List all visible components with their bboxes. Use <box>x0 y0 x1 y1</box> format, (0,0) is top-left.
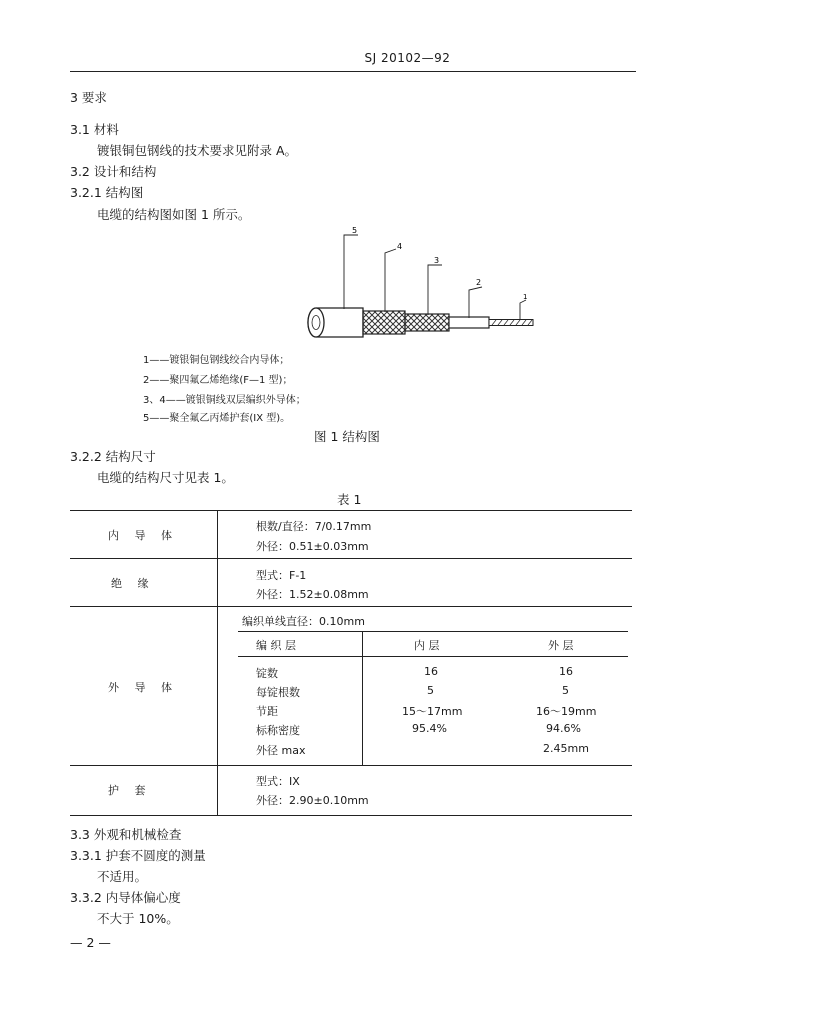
table-rule <box>238 631 628 632</box>
section-3-2-1-text: 电缆的结构图如图 1 所示。 <box>97 207 251 222</box>
section-3-3-2-title: 3.3.2 内导体偏心度 <box>70 890 181 905</box>
section-3-3-1-text: 不适用。 <box>97 869 148 884</box>
braid-inner-value: 16 <box>424 665 438 678</box>
inner-conductor-spec-2: 外径：0.51±0.03mm <box>256 540 369 553</box>
header-rule <box>70 71 636 72</box>
braid-inner-value: 95.4% <box>412 722 447 735</box>
braid-inner-value: 15～17mm <box>402 705 463 718</box>
section-3-3-title: 3.3 外观和机械检查 <box>70 827 182 842</box>
braid-outer-value: 16～19mm <box>536 705 597 718</box>
section-3-1-title: 3.1 材料 <box>70 122 119 137</box>
braid-outer-value: 16 <box>559 665 573 678</box>
braid-param-name: 每锭根数 <box>256 686 300 699</box>
braid-wire-diameter: 编织单线直径：0.10mm <box>242 615 365 628</box>
figure-legend-3: 3、4——镀银铜线双层编织外导体； <box>143 395 306 406</box>
table-rule <box>70 765 632 766</box>
inner-conductor-spec-1: 根数/直径：7/0.17mm <box>256 520 372 533</box>
jacket-spec-1: 型式：IX <box>256 775 300 788</box>
braid-param-name: 外径 max <box>256 744 306 757</box>
section-3-2-2-text: 电缆的结构尺寸见表 1。 <box>97 470 234 485</box>
braid-outer-value: 94.6% <box>546 722 581 735</box>
section-3-2-2-title: 3.2.2 结构尺寸 <box>70 449 156 464</box>
figure-label-3: 3 <box>434 256 440 265</box>
table-rule <box>70 606 632 607</box>
figure-legend-1: 1——镀银铜包钢线绞合内导体； <box>143 355 290 366</box>
table-rule <box>70 558 632 559</box>
column-header-outer-layer: 外 层 <box>548 639 574 652</box>
section-3-3-2-text: 不大于 10%。 <box>97 911 179 926</box>
jacket-spec-2: 外径：2.90±0.10mm <box>256 794 369 807</box>
outer-braid-layer <box>363 311 405 334</box>
figure-legend-2: 2——聚四氟乙烯绝缘(F—1 型)； <box>143 375 293 386</box>
table-title: 表 1 <box>337 492 362 507</box>
section-3-1-text: 镀银铜包钢线的技术要求见附录 A。 <box>97 143 298 158</box>
section-3-3-1-title: 3.3.1 护套不圆度的测量 <box>70 848 206 863</box>
table-top-rule <box>70 510 632 511</box>
jacket-layer <box>308 308 363 337</box>
table-rule <box>238 656 628 657</box>
figure-legend-4: 5——聚全氟乙丙烯护套(IX 型)。 <box>143 413 291 424</box>
figure-label-1: 1 <box>523 293 528 301</box>
braid-param-name: 节距 <box>256 705 278 718</box>
inner-conductor <box>489 320 533 326</box>
braid-inner-value: 5 <box>427 684 434 697</box>
cable-structure-figure <box>300 225 550 340</box>
insulation-spec-1: 型式：F-1 <box>256 569 307 582</box>
figure-caption: 图 1 结构图 <box>314 429 380 444</box>
braid-param-name: 锭数 <box>256 667 278 680</box>
insulation-layer <box>449 317 489 328</box>
column-header-braid-layer: 编 织 层 <box>256 639 296 652</box>
section-3-title: 3 要求 <box>70 90 107 105</box>
row-label-inner-conductor: 内 导 体 <box>108 529 178 542</box>
braid-param-name: 标称密度 <box>256 724 300 737</box>
table-column-rule <box>217 510 218 815</box>
page-number: — 2 — <box>70 935 111 950</box>
table-column-rule <box>362 631 363 765</box>
insulation-spec-2: 外径：1.52±0.08mm <box>256 588 369 601</box>
table-bottom-rule <box>70 815 632 816</box>
section-3-2-1-title: 3.2.1 结构图 <box>70 185 144 200</box>
figure-label-2: 2 <box>476 278 482 287</box>
section-3-2-title: 3.2 设计和结构 <box>70 164 157 179</box>
document-number: SJ 20102—92 <box>364 51 451 65</box>
figure-label-5: 5 <box>352 226 358 235</box>
row-label-outer-conductor: 外 导 体 <box>108 681 178 694</box>
row-label-insulation: 绝 缘 <box>111 577 155 590</box>
braid-outer-value: 2.45mm <box>543 742 589 755</box>
braid-outer-value: 5 <box>562 684 569 697</box>
inner-braid-layer <box>405 314 449 331</box>
figure-label-4: 4 <box>397 242 403 251</box>
row-label-jacket: 护 套 <box>108 784 152 797</box>
column-header-inner-layer: 内 层 <box>414 639 440 652</box>
